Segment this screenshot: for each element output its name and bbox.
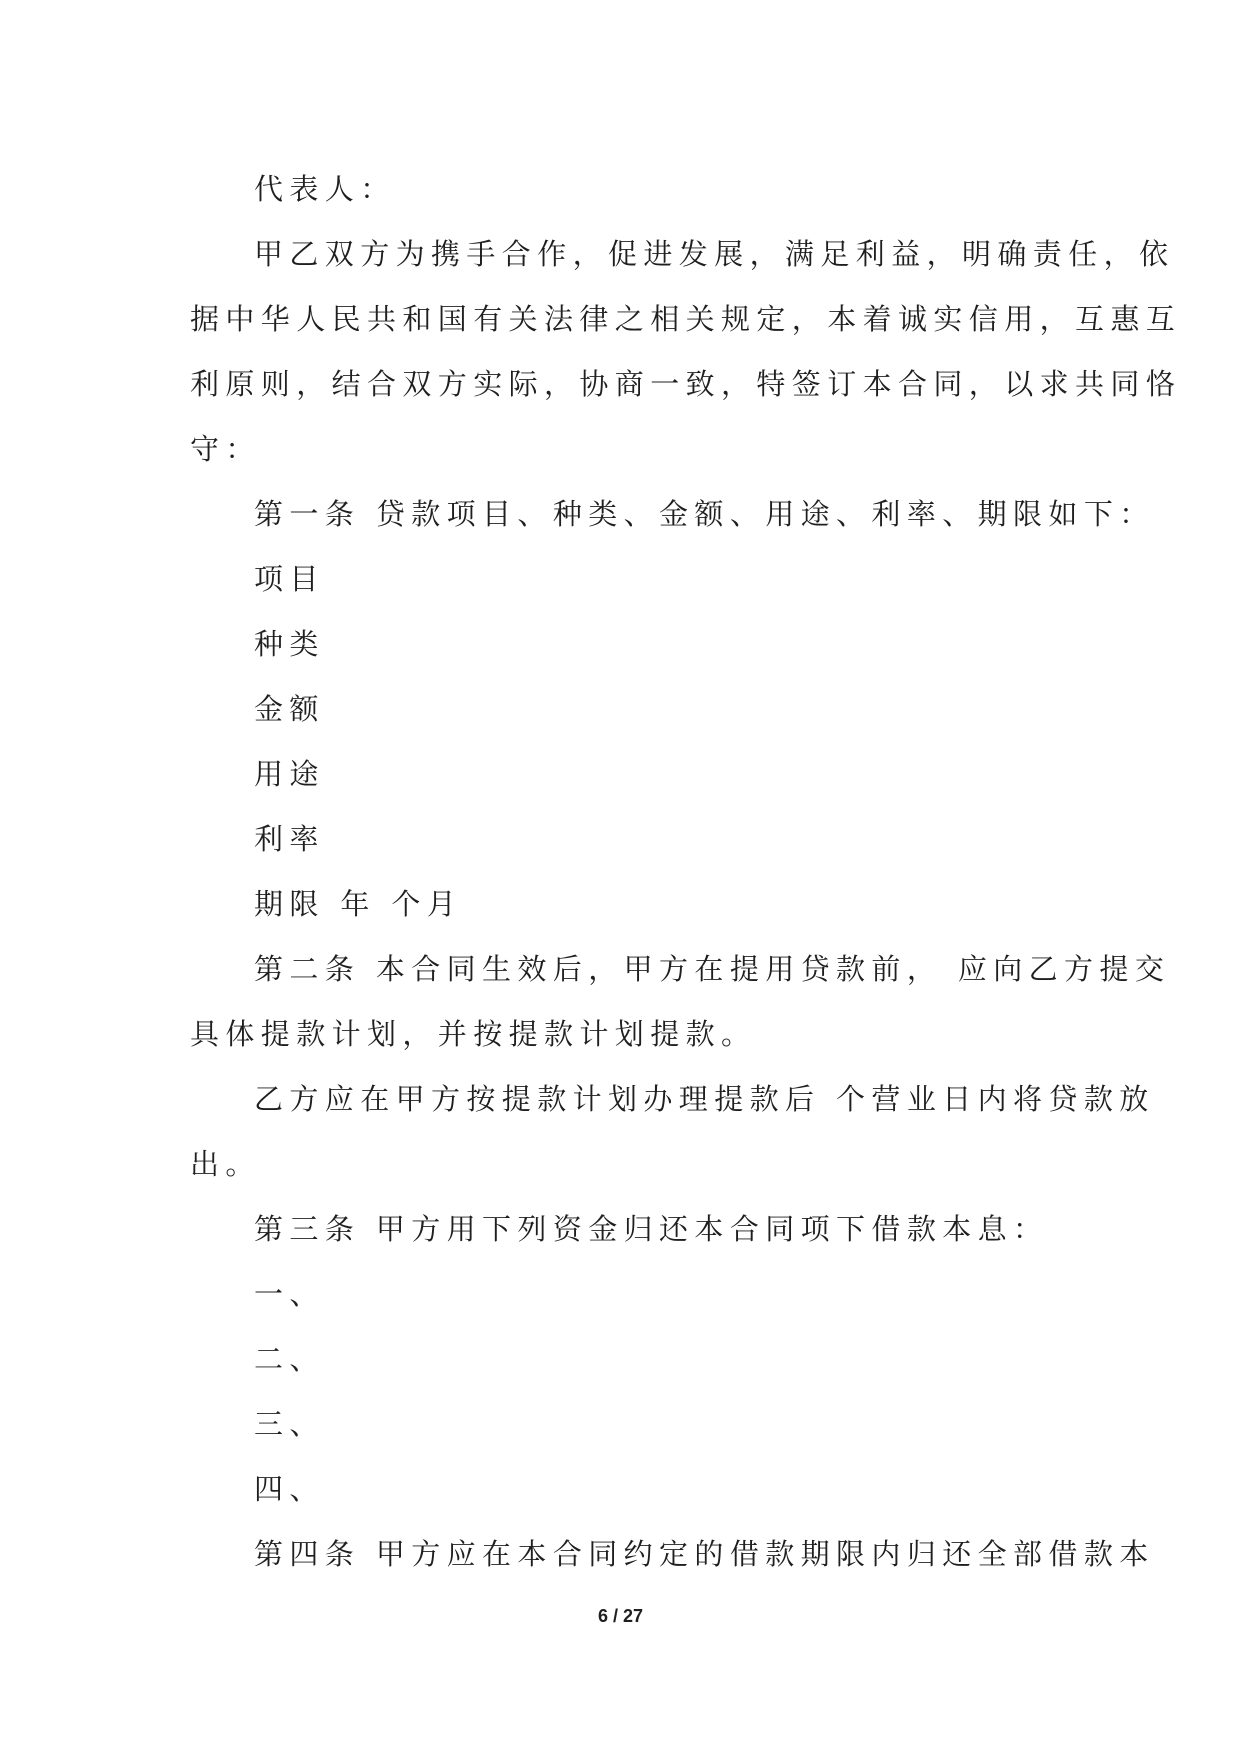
repayment-source-4: 四、 [254, 1472, 325, 1506]
article-3-heading: 第三条 甲方用下列资金归还本合同项下借款本息： [254, 1212, 1049, 1246]
preamble-line-2: 据中华人民共和国有关法律之相关规定，本着诚实信用，互惠互 [190, 302, 1182, 336]
disbursement-line-2: 出。 [190, 1147, 261, 1181]
loan-item-rate: 利率 [254, 822, 325, 856]
preamble-line-3: 利原则，结合双方实际，协商一致，特签订本合同，以求共同恪 [190, 367, 1182, 401]
repayment-source-1: 一、 [254, 1277, 325, 1311]
article-2-line-2: 具体提款计划，并按提款计划提款。 [190, 1017, 757, 1051]
loan-item-project: 项目 [254, 562, 325, 596]
loan-item-term: 期限 年 个月 [254, 887, 463, 921]
repayment-source-2: 二、 [254, 1342, 325, 1376]
document-body [190, 157, 1182, 1587]
article-2-line-1: 第二条 本合同生效后，甲方在提用贷款前， 应向乙方提交 [254, 952, 1171, 986]
page-number: 6 / 27 [597, 1606, 644, 1626]
disbursement-line-1: 乙方应在甲方按提款计划办理提款后 个营业日内将贷款放 [254, 1082, 1155, 1116]
loan-item-amount: 金额 [254, 692, 325, 726]
representative-line: 代表人： [254, 172, 396, 206]
loan-item-type: 种类 [254, 627, 325, 661]
article-1-heading: 第一条 贷款项目、种类、金额、用途、利率、期限如下： [254, 497, 1155, 531]
article-4-line-1: 第四条 甲方应在本合同约定的借款期限内归还全部借款本 [254, 1537, 1155, 1571]
preamble-line-1: 甲乙双方为携手合作，促进发展，满足利益，明确责任，依 [254, 237, 1175, 271]
preamble-line-4: 守： [190, 432, 261, 466]
loan-item-purpose: 用途 [254, 757, 325, 791]
repayment-source-3: 三、 [254, 1407, 325, 1441]
